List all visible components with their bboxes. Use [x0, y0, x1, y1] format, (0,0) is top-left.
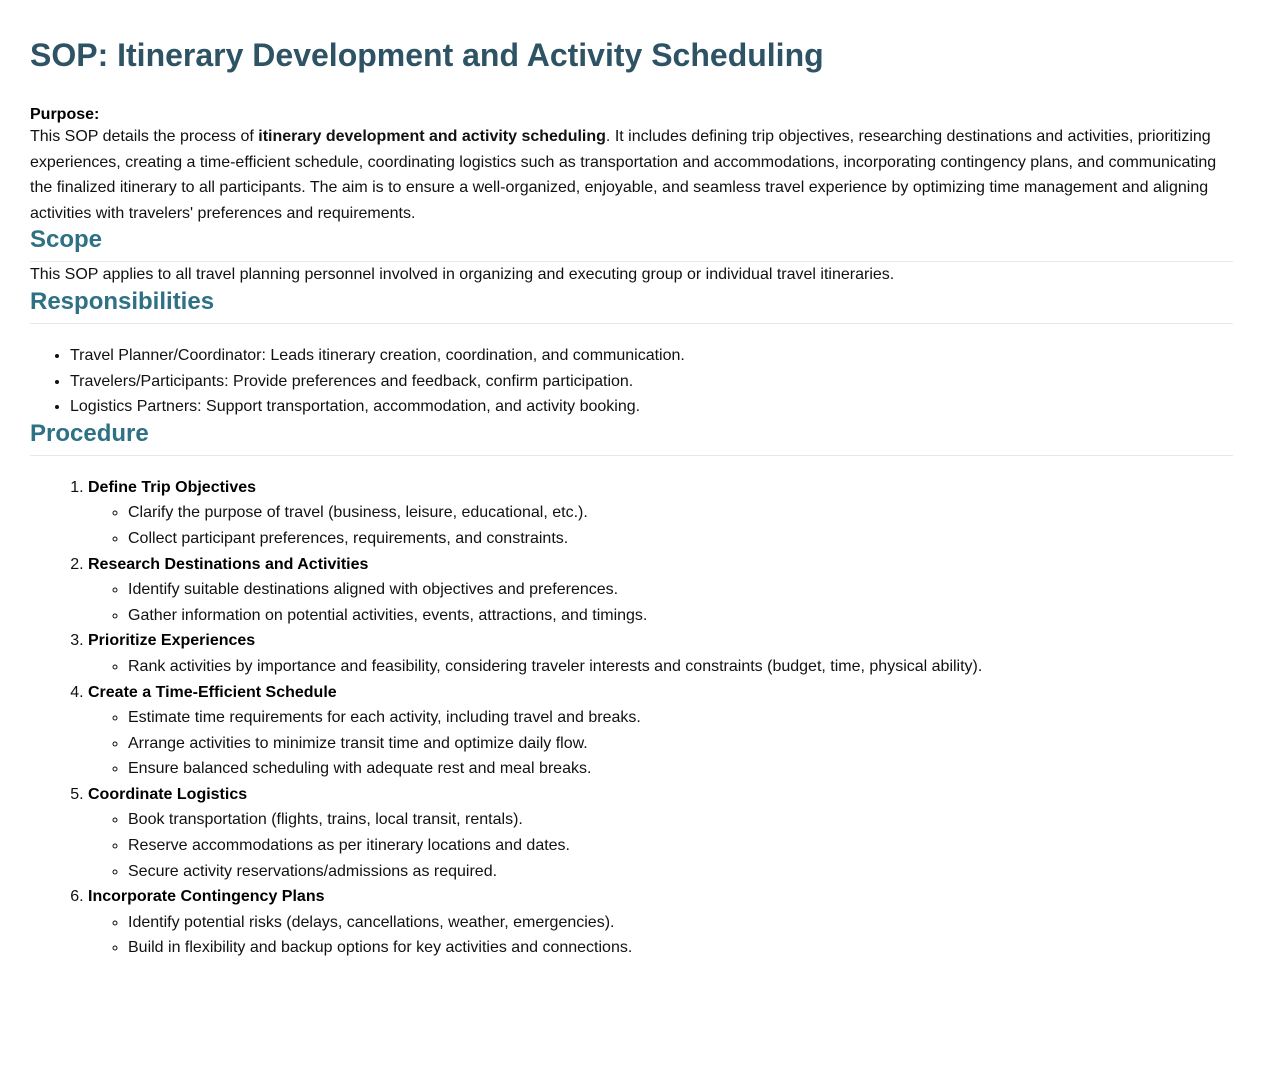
step-title: Coordinate Logistics	[88, 785, 248, 803]
purpose-label: Purpose:	[30, 106, 100, 123]
step-details	[88, 807, 1233, 884]
list-item: ◦ Secure activity reservations/admissions as required.	[128, 859, 1233, 885]
step-details	[88, 705, 1233, 782]
list-item: • Logistics Partners: Support transportation, accommodation, and activity booking.	[70, 394, 1233, 420]
list-item: ◦ Estimate time requirements for each activity, including travel and breaks.	[128, 705, 1233, 731]
list-item: ◦ Identify potential risks (delays, cancellations, weather, emergencies).	[128, 910, 1233, 936]
step-details	[88, 654, 1233, 680]
list-item: ◦ Build in flexibility and backup options for key activities and connections.	[128, 935, 1233, 961]
list-item: • Travel Planner/Coordinator: Leads itinerary creation, coordination, and communication.	[70, 343, 1233, 369]
procedure-step	[88, 884, 1233, 961]
step-title: Research Destinations and Activities	[88, 555, 369, 573]
list-item: ◦ Reserve accommodations as per itinerary locations and dates.	[128, 833, 1233, 859]
list-item: ◦ Collect participant preferences, requirements, and constraints.	[128, 526, 1233, 552]
responsibilities-heading: Responsibilities	[30, 288, 1233, 324]
procedure-step	[88, 782, 1233, 884]
step-details	[88, 500, 1233, 551]
list-item: ◦ Clarify the purpose of travel (business, leisure, educational, etc.).	[128, 500, 1233, 526]
purpose-paragraph	[30, 124, 1230, 226]
list-item: ◦ Book transportation (flights, trains, local transit, rentals).	[128, 807, 1233, 833]
purpose-text-before: This SOP details the process of	[30, 128, 259, 145]
procedure-step	[88, 475, 1233, 552]
step-title: Prioritize Experiences	[88, 632, 256, 650]
procedure-heading: Procedure	[30, 420, 1233, 456]
step-details	[88, 910, 1233, 961]
step-title: Create a Time-Efficient Schedule	[88, 683, 337, 701]
list-item: ◦ Arrange activities to minimize transit time and optimize daily flow.	[128, 731, 1233, 757]
step-details	[88, 577, 1233, 628]
procedure-step	[88, 552, 1233, 629]
page-title: SOP: Itinerary Development and Activity Scheduling	[30, 37, 824, 73]
purpose-text-bold: itinerary development and activity scheduling	[258, 128, 606, 145]
procedure-step	[88, 628, 1233, 679]
step-title: Incorporate Contingency Plans	[88, 888, 325, 906]
responsibilities-list	[30, 343, 1233, 420]
procedure-step	[88, 680, 1233, 782]
purpose-text-after: . It includes defining trip objectives, researching destinations and activities, prioritizing experiences, creating a time-efficient schedule, coordinating logistics such as transportation and accommodations, incorporating contingency plans, and communicating the finalized itinerary to all participants. The aim is to ensure a well-organized, enjoyable, and seamless travel experience by optimizing time management and aligning activities with travelers' preferences and requirements.	[30, 128, 1217, 222]
procedure-list	[30, 475, 1233, 961]
scope-paragraph: This SOP applies to all travel planning personnel involved in organizing and executing group or individual travel itineraries.	[30, 266, 895, 284]
step-title: Define Trip Objectives	[88, 478, 257, 496]
list-item: ◦ Identify suitable destinations aligned with objectives and preferences.	[128, 577, 1233, 603]
list-item: ◦ Rank activities by importance and feasibility, considering traveler interests and constraints (budget, time, physical ability).	[128, 654, 1233, 680]
scope-heading: Scope	[30, 226, 1233, 262]
list-item: ◦ Ensure balanced scheduling with adequate rest and meal breaks.	[128, 756, 1233, 782]
list-item: ◦ Gather information on potential activities, events, attractions, and timings.	[128, 603, 1233, 629]
list-item: • Travelers/Participants: Provide preferences and feedback, confirm participation.	[70, 369, 1233, 395]
